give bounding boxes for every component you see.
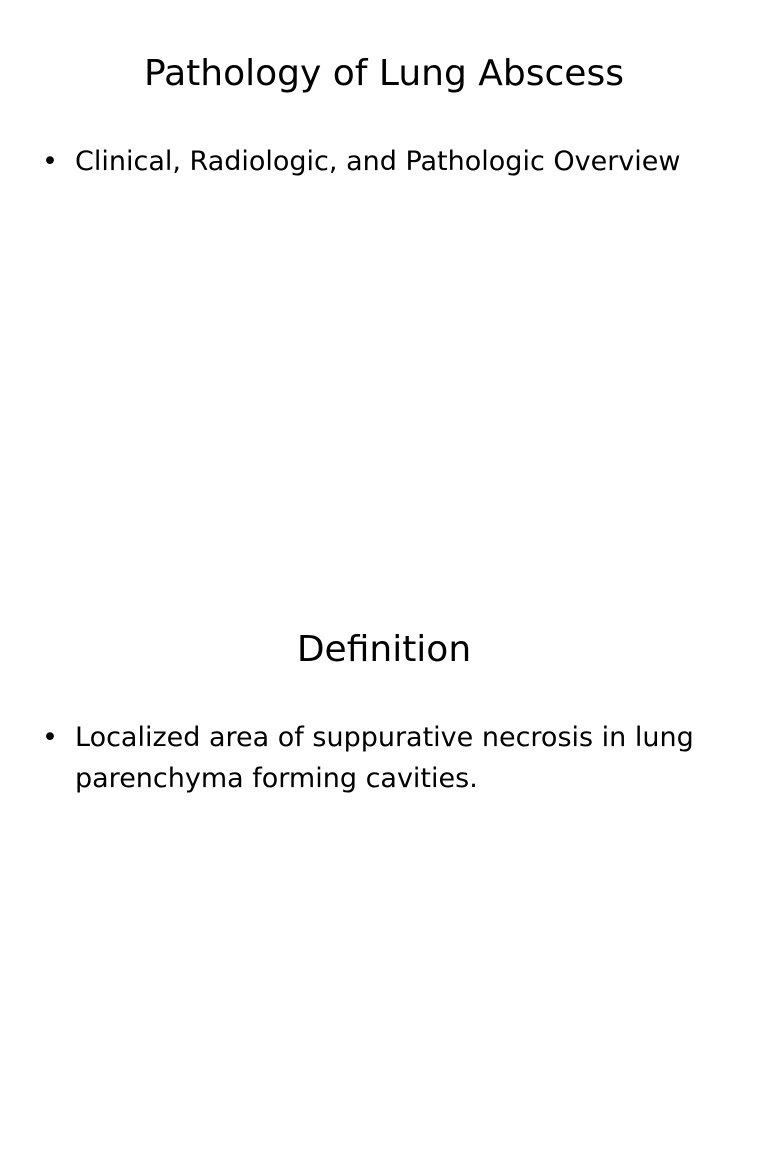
slide-title: Pathology of Lung Abscess [144, 53, 624, 94]
bullet-item [42, 141, 722, 182]
bullet-text: Clinical, Radiologic, and Pathologic Overview [75, 146, 681, 177]
bullet-list [42, 717, 722, 799]
bullet-item [42, 717, 722, 799]
slide-title: Definition [296, 629, 472, 670]
slide-2 [0, 576, 768, 1152]
bullet-marker: • [42, 722, 58, 753]
bullet-marker: • [42, 146, 58, 177]
bullet-text: Localized area of suppurative necrosis in lung parenchyma forming cavities. [75, 722, 694, 794]
bullet-list [42, 141, 722, 182]
